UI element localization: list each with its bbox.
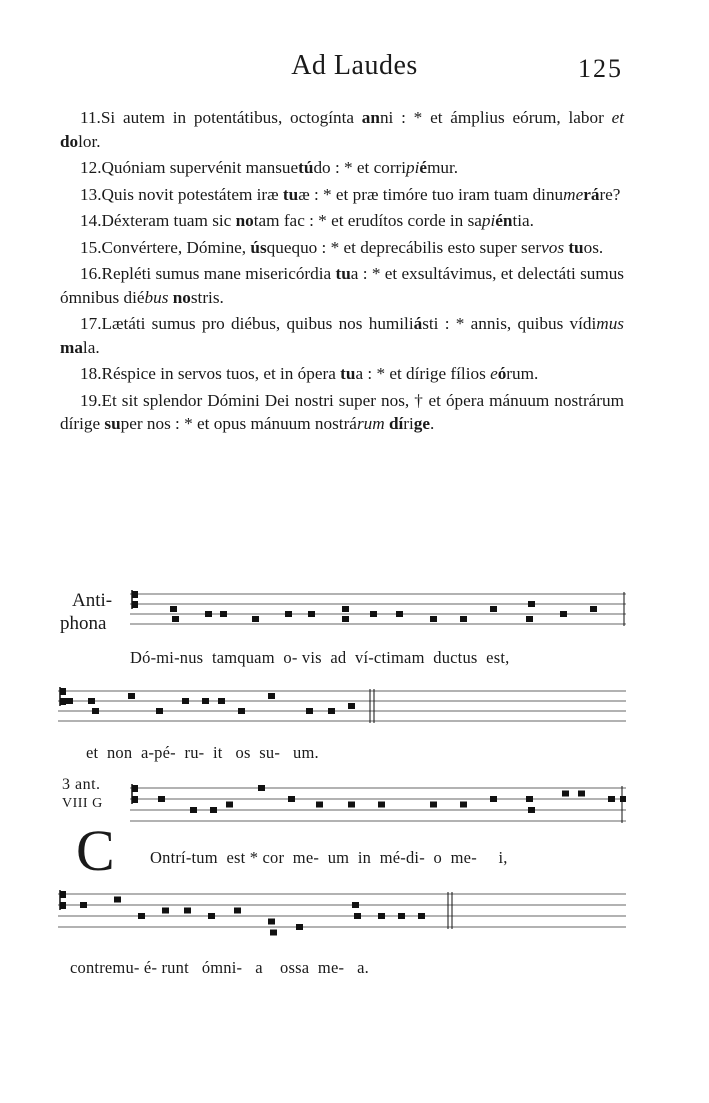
music-staff-3 xyxy=(130,778,626,832)
verse-text: Quóniam supervénit mansuetúdo : * et corripiémur. xyxy=(101,158,459,177)
neume xyxy=(526,616,533,622)
verse-number: 12. xyxy=(80,158,102,177)
verse-text: Réspice in servos tuos, et in ópera tua : * et dírige fílios eórum. xyxy=(101,364,539,383)
neume xyxy=(378,913,385,919)
verse-number: 13. xyxy=(80,184,102,204)
music-staff-1 xyxy=(130,586,626,636)
neume xyxy=(138,913,145,919)
clef-mark xyxy=(60,688,66,695)
psalm-verse xyxy=(60,156,624,180)
neume xyxy=(66,698,73,704)
neume xyxy=(342,616,349,622)
psalm-verse xyxy=(60,312,624,359)
lyrics-line-4: contremu- é- runt ómni- a ossa me- a. xyxy=(70,958,369,977)
clef-mark xyxy=(132,601,138,608)
psalm-verse xyxy=(60,389,624,436)
lyrics-line-2: et non a-pé- ru- it os su- um. xyxy=(86,743,319,762)
neume xyxy=(258,785,265,791)
verse-number: 11. xyxy=(80,108,101,127)
clef-mark xyxy=(132,796,138,803)
neume xyxy=(205,611,212,617)
neume xyxy=(234,908,241,914)
antiphon-label-line2: phona xyxy=(60,613,107,634)
neume xyxy=(170,606,177,612)
neume xyxy=(590,606,597,612)
clef-mark xyxy=(60,698,66,705)
verse-number: 18. xyxy=(80,364,102,383)
neume xyxy=(190,807,197,813)
neume xyxy=(306,708,313,714)
neume xyxy=(396,611,403,617)
clef-mark xyxy=(60,902,66,909)
psalm-verse xyxy=(60,209,624,233)
neume xyxy=(348,802,355,808)
verse-number: 17. xyxy=(80,314,102,333)
antiphon-number-label: 3 ant. xyxy=(62,776,101,793)
neume xyxy=(490,796,497,802)
lyrics-line-3: Ontrí-tum est * cor me- um in mé-di- o me- i, xyxy=(150,848,508,867)
neume xyxy=(88,698,95,704)
psalm-verses xyxy=(60,106,624,439)
neume xyxy=(490,606,497,612)
music-staff-2 xyxy=(58,683,626,733)
neume xyxy=(268,919,275,925)
neume xyxy=(270,930,277,936)
verse-text: Lætáti sumus pro diébus, quibus nos humiliásti : * annis, quibus vídimus mala. xyxy=(60,314,624,357)
neume xyxy=(560,611,567,617)
neume xyxy=(316,802,323,808)
neume xyxy=(202,698,209,704)
verse-text: Convértere, Dómine, úsquequo : * et deprecábilis esto super servos tuos. xyxy=(101,237,604,257)
neume xyxy=(352,902,359,908)
mode-label: VIII G xyxy=(62,796,103,811)
verse-text: Quis novit potestátem iræ tuæ : * et præ timóre tuo iram tuam dinumeráre? xyxy=(101,184,621,204)
neume xyxy=(398,913,405,919)
neume xyxy=(430,616,437,622)
verse-text: Si autem in potentátibus, octogínta anni : * et ámplius eórum, labor et dolor. xyxy=(60,108,624,151)
neume xyxy=(158,796,165,802)
psalm-verse xyxy=(60,262,624,309)
verse-number: 14. xyxy=(80,211,102,230)
neume xyxy=(608,796,615,802)
clef-mark xyxy=(60,891,66,898)
psalm-verse xyxy=(60,362,624,386)
psalm-verse xyxy=(60,236,624,260)
neume xyxy=(348,703,355,709)
neume xyxy=(378,802,385,808)
verse-number: 16. xyxy=(80,264,102,283)
neume xyxy=(92,708,99,714)
neume xyxy=(80,902,87,908)
neume xyxy=(460,616,467,622)
neume xyxy=(562,791,569,797)
music-staff-4 xyxy=(58,884,626,940)
verse-number: 15. xyxy=(80,237,102,257)
neume xyxy=(528,807,535,813)
neume xyxy=(220,611,227,617)
neume xyxy=(208,913,215,919)
verse-number: 19. xyxy=(80,390,102,410)
neume xyxy=(218,698,225,704)
antiphon-label-line1: Anti- xyxy=(72,590,113,611)
neume xyxy=(620,796,626,802)
neume xyxy=(528,601,535,607)
neume xyxy=(162,908,169,914)
neume xyxy=(354,913,361,919)
neume xyxy=(578,791,585,797)
page-number: 125 xyxy=(578,54,623,83)
neume xyxy=(156,708,163,714)
neume xyxy=(460,802,467,808)
neume xyxy=(418,913,425,919)
neume xyxy=(288,796,295,802)
neume xyxy=(430,802,437,808)
psalm-verse xyxy=(60,106,624,153)
neume xyxy=(184,908,191,914)
neume xyxy=(210,807,217,813)
lyrics-line-1: Dó-mi-nus tamquam o- vis ad ví-ctimam ductus est, xyxy=(130,648,510,667)
neume xyxy=(182,698,189,704)
neume xyxy=(285,611,292,617)
neume xyxy=(308,611,315,617)
initial-letter: C xyxy=(76,818,115,883)
neume xyxy=(526,796,533,802)
neume xyxy=(342,606,349,612)
neume xyxy=(296,924,303,930)
psalm-verse xyxy=(60,183,624,207)
verse-text: Et sit splendor Dómini Dei nostri super nos, † et ópera mánuum nostrárum dírige super nos : * et opus mánuum nostrárum dírige. xyxy=(60,390,624,433)
neume xyxy=(114,897,121,903)
neume xyxy=(172,616,179,622)
clef-mark xyxy=(132,785,138,792)
neume xyxy=(226,802,233,808)
neume xyxy=(238,708,245,714)
neume xyxy=(128,693,135,699)
clef-mark xyxy=(132,591,138,598)
neume xyxy=(252,616,259,622)
neume xyxy=(370,611,377,617)
neume xyxy=(328,708,335,714)
page-title: Ad Laudes xyxy=(291,50,418,81)
verse-text: Déxteram tuam sic notam fac : * et erudítos corde in sapiéntia. xyxy=(101,211,534,230)
verse-text: Repléti sumus mane misericórdia tua : * et exsultávimus, et delectáti sumus ómnibus diébus nostris. xyxy=(60,264,624,307)
neume xyxy=(268,693,275,699)
